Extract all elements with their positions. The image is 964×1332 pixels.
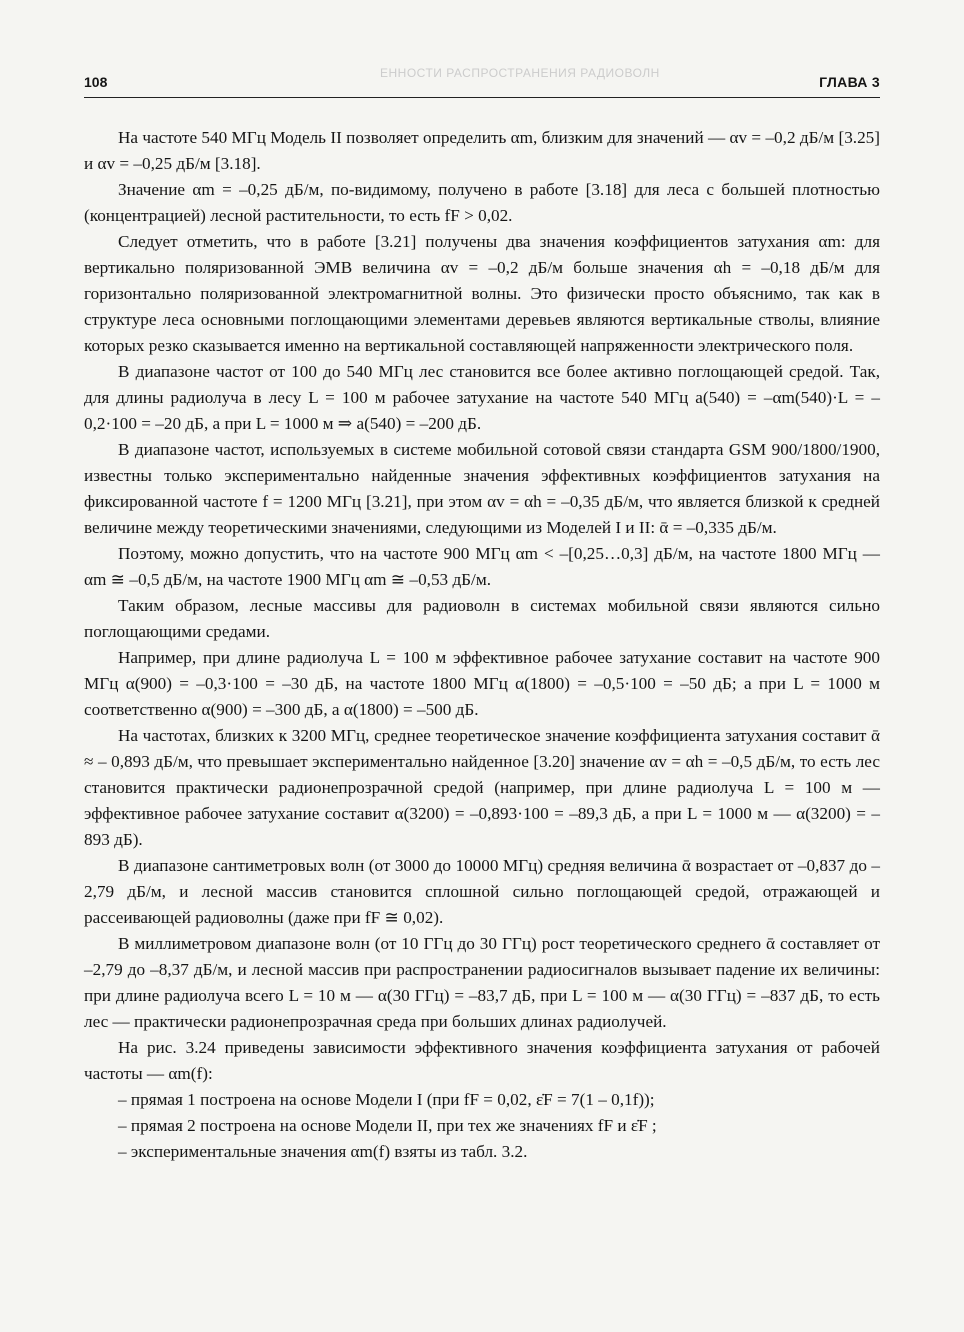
list-item: – экспериментальные значения αm(f) взяты из табл. 3.2. xyxy=(118,1142,528,1161)
paragraph: В диапазоне частот от 100 до 540 МГц лес становится все более активно поглощающей средой. Так, для длины радиолуча в лесу L = 100 м рабочее затухание на частоте 540 МГц a(540) = –αm(540)·L = –0,2·100 = –20 дБ, а при L = 1000 м ⇒ a(540) = –200 дБ. xyxy=(84,362,880,433)
paragraph: На рис. 3.24 приведены зависимости эффективного значения коэффициента затухания от рабочей частоты — αm(f): xyxy=(84,1038,880,1083)
list-item: – прямая 1 построена на основе Модели I (при fF = 0,02, ε̇F = 7(1 – 0,1f)); xyxy=(118,1090,655,1109)
paragraph: Поэтому, можно допустить, что на частоте 900 МГц αm < –[0,25…0,3] дБ/м, на частоте 1800 МГц — αm ≅ –0,5 дБ/м, на частоте 1900 МГц αm ≅ –0,53 дБ/м. xyxy=(84,544,880,589)
page-number: 108 xyxy=(84,74,108,90)
paragraph: В диапазоне сантиметровых волн (от 3000 до 10000 МГц) средняя величина ᾱ возрастает от –0,837 до –2,79 дБ/м, и лесной массив становится сплошной сильно поглощающей средой, отражающей и рассеивающей радиоволны (даже при fF ≅ 0,02). xyxy=(84,856,880,927)
paragraph: Значение αm = –0,25 дБ/м, по-видимому, получено в работе [3.18] для леса с большей плотностью (концентрацией) лесной растительности, то есть fF > 0,02. xyxy=(84,180,880,225)
paragraph: На частоте 540 МГц Модель II позволяет определить αm, близким для значений — αv = –0,2 дБ/м [3.25] и αv = –0,25 дБ/м [3.18]. xyxy=(84,128,880,173)
paragraph: Например, при длине радиолуча L = 100 м эффективное рабочее затухание составит на частоте 900 МГц α(900) = –0,3·100 = –30 дБ, на частоте 1800 МГц α(1800) = –0,5·100 = –50 дБ; а при L = 1000 м соответственно α(900) = –300 дБ, а α(1800) = –500 дБ. xyxy=(84,648,880,719)
paragraph: В миллиметровом диапазоне волн (от 10 ГГц до 30 ГГц) рост теоретического среднего ᾱ составляет от –2,79 до –8,37 дБ/м, и лесной массив при распространении радиосигналов вызывает падение их величины: при длине радиолуча всего L = 10 м — α(30 ГГц) = –83,7 дБ, при L = 100 м — α(30 ГГц) = –837 дБ, то есть лес — практически радионепрозрачная среда при больших длинах радиолучей. xyxy=(84,934,880,1031)
running-header xyxy=(84,70,880,92)
list-item: – прямая 2 построена на основе Модели II, при тех же значениях fF и ε̇F ; xyxy=(118,1116,657,1135)
bleed-through-header: ЕННОСТИ РАСПРОСТРАНЕНИЯ РАДИОВОЛН xyxy=(380,66,660,80)
paragraph: Таким образом, лесные массивы для радиоволн в системах мобильной связи являются сильно поглощающими средами. xyxy=(84,596,880,641)
paragraph: Следует отметить, что в работе [3.21] получены два значения коэффициентов затухания αm: для вертикально поляризованной ЭМВ величина αv = –0,2 дБ/м больше значения αh = –0,18 дБ/м для горизонтально поляризованной электромагнитной волны. Это физически просто объяснимо, так как в структуре леса основными поглощающими элементами деревьев являются вертикальные стволы, влияние которых резко сказывается именно на вертикальной составляющей напряженности электрического поля. xyxy=(84,232,880,355)
body-text xyxy=(84,125,880,1165)
paragraph: В диапазоне частот, используемых в системе мобильной сотовой связи стандарта GSM 900/1800/1900, известны только экспериментально найденные значения эффективных коэффициентов затухания на фиксированной частоте f = 1200 МГц [3.21], при этом αv = αh = –0,35 дБ/м, что является близкой к средней величине между теоретическими значениями, следующими из Моделей I и II: ᾱ = –0,335 дБ/м. xyxy=(84,440,880,537)
paragraph: На частотах, близких к 3200 МГц, среднее теоретическое значение коэффициента затухания составит ᾱ ≈ – 0,893 дБ/м, что превышает экспериментально найденное [3.20] значение αv = αh = –0,5 дБ/м, то есть лес становится практически радионепрозрачной средой (например, при длине радиолуча L = 100 м — эффективное рабочее затухание составит α(3200) = –0,893·100 = –89,3 дБ, а при L = 1000 м — α(3200) = –893 дБ). xyxy=(84,726,880,849)
chapter-title: ГЛАВА 3 xyxy=(819,74,880,90)
header-rule xyxy=(84,97,880,98)
